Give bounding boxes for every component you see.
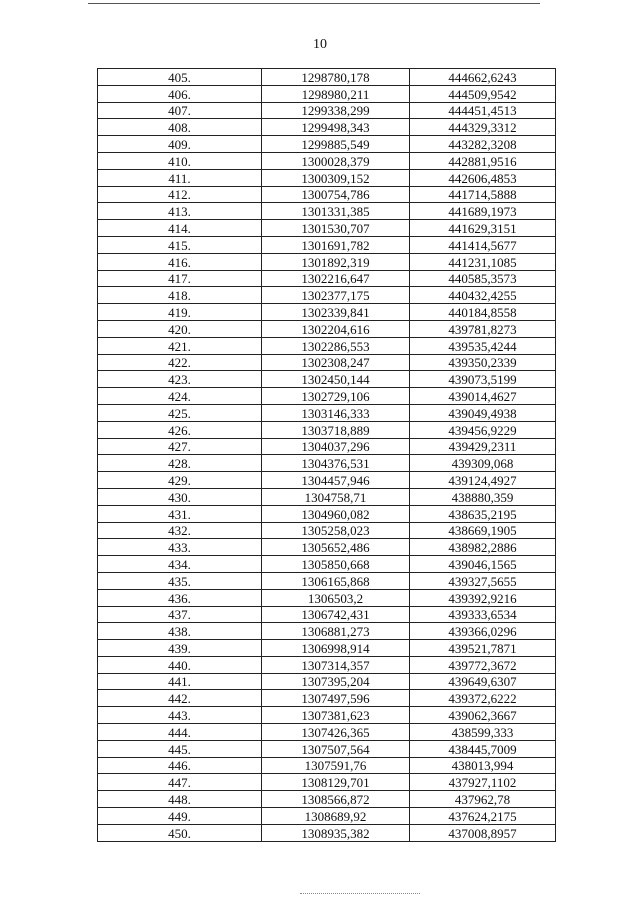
x-coordinate-cell: 1307395,204	[262, 673, 410, 690]
point-number-cell: 406.	[98, 85, 262, 102]
x-coordinate-cell: 1305850,668	[262, 556, 410, 573]
y-coordinate-cell: 441231,1085	[410, 253, 556, 270]
table-row	[98, 774, 556, 791]
table-row	[98, 707, 556, 724]
y-coordinate-cell: 437008,8957	[410, 824, 556, 841]
point-number-cell: 407.	[98, 102, 262, 119]
table-row	[98, 85, 556, 102]
point-number-cell: 418.	[98, 287, 262, 304]
point-number-cell: 434.	[98, 556, 262, 573]
y-coordinate-cell: 438982,2886	[410, 539, 556, 556]
y-coordinate-cell: 440585,3573	[410, 270, 556, 287]
y-coordinate-cell: 439124,4927	[410, 472, 556, 489]
point-number-cell: 435.	[98, 572, 262, 589]
point-number-cell: 415.	[98, 236, 262, 253]
table-row	[98, 824, 556, 841]
x-coordinate-cell: 1307426,365	[262, 724, 410, 741]
y-coordinate-cell: 438445,7009	[410, 740, 556, 757]
table-row	[98, 203, 556, 220]
point-number-cell: 428.	[98, 455, 262, 472]
y-coordinate-cell: 439649,6307	[410, 673, 556, 690]
table-row	[98, 724, 556, 741]
x-coordinate-cell: 1307497,596	[262, 690, 410, 707]
y-coordinate-cell: 441689,1973	[410, 203, 556, 220]
table-row	[98, 152, 556, 169]
x-coordinate-cell: 1303146,333	[262, 404, 410, 421]
point-number-cell: 450.	[98, 824, 262, 841]
x-coordinate-cell: 1304037,296	[262, 438, 410, 455]
x-coordinate-cell: 1298780,178	[262, 69, 410, 86]
table-row	[98, 740, 556, 757]
point-number-cell: 437.	[98, 606, 262, 623]
x-coordinate-cell: 1304376,531	[262, 455, 410, 472]
x-coordinate-cell: 1301530,707	[262, 220, 410, 237]
x-coordinate-cell: 1306165,868	[262, 572, 410, 589]
y-coordinate-cell: 439772,3672	[410, 656, 556, 673]
table-row	[98, 220, 556, 237]
table-row	[98, 690, 556, 707]
point-number-cell: 413.	[98, 203, 262, 220]
table-row	[98, 388, 556, 405]
table-row	[98, 589, 556, 606]
x-coordinate-cell: 1304960,082	[262, 505, 410, 522]
x-coordinate-cell: 1299498,343	[262, 119, 410, 136]
x-coordinate-cell: 1301331,385	[262, 203, 410, 220]
point-number-cell: 408.	[98, 119, 262, 136]
y-coordinate-cell: 438013,994	[410, 757, 556, 774]
point-number-cell: 424.	[98, 388, 262, 405]
point-number-cell: 426.	[98, 421, 262, 438]
x-coordinate-cell: 1302450,144	[262, 371, 410, 388]
y-coordinate-cell: 444509,9542	[410, 85, 556, 102]
table-row	[98, 119, 556, 136]
x-coordinate-cell: 1300754,786	[262, 186, 410, 203]
x-coordinate-cell: 1301691,782	[262, 236, 410, 253]
point-number-cell: 429.	[98, 472, 262, 489]
y-coordinate-cell: 442606,4853	[410, 169, 556, 186]
table-row	[98, 371, 556, 388]
point-number-cell: 445.	[98, 740, 262, 757]
y-coordinate-cell: 439366,0296	[410, 623, 556, 640]
y-coordinate-cell: 439309,068	[410, 455, 556, 472]
x-coordinate-cell: 1302204,616	[262, 320, 410, 337]
y-coordinate-cell: 439535,4244	[410, 337, 556, 354]
table-row	[98, 404, 556, 421]
table-row	[98, 640, 556, 657]
y-coordinate-cell: 438599,333	[410, 724, 556, 741]
y-coordinate-cell: 441629,3151	[410, 220, 556, 237]
y-coordinate-cell: 438669,1905	[410, 522, 556, 539]
x-coordinate-cell: 1308129,701	[262, 774, 410, 791]
point-number-cell: 416.	[98, 253, 262, 270]
x-coordinate-cell: 1299338,299	[262, 102, 410, 119]
point-number-cell: 409.	[98, 136, 262, 153]
point-number-cell: 441.	[98, 673, 262, 690]
x-coordinate-cell: 1302286,553	[262, 337, 410, 354]
y-coordinate-cell: 439781,8273	[410, 320, 556, 337]
point-number-cell: 432.	[98, 522, 262, 539]
table-row	[98, 556, 556, 573]
x-coordinate-cell: 1306503,2	[262, 589, 410, 606]
point-number-cell: 443.	[98, 707, 262, 724]
point-number-cell: 440.	[98, 656, 262, 673]
table-row	[98, 337, 556, 354]
point-number-cell: 448.	[98, 791, 262, 808]
x-coordinate-cell: 1298980,211	[262, 85, 410, 102]
y-coordinate-cell: 439521,7871	[410, 640, 556, 657]
y-coordinate-cell: 444329,3312	[410, 119, 556, 136]
y-coordinate-cell: 437927,1102	[410, 774, 556, 791]
table-row	[98, 572, 556, 589]
x-coordinate-cell: 1302729,106	[262, 388, 410, 405]
table-row	[98, 757, 556, 774]
x-coordinate-cell: 1304758,71	[262, 488, 410, 505]
table-row	[98, 606, 556, 623]
x-coordinate-cell: 1300028,379	[262, 152, 410, 169]
y-coordinate-cell: 440184,8558	[410, 304, 556, 321]
table-row	[98, 522, 556, 539]
x-coordinate-cell: 1308935,382	[262, 824, 410, 841]
point-number-cell: 419.	[98, 304, 262, 321]
coordinates-table-body	[98, 69, 556, 842]
y-coordinate-cell: 439049,4938	[410, 404, 556, 421]
point-number-cell: 414.	[98, 220, 262, 237]
table-row	[98, 287, 556, 304]
table-row	[98, 169, 556, 186]
x-coordinate-cell: 1302339,841	[262, 304, 410, 321]
table-row	[98, 673, 556, 690]
x-coordinate-cell: 1299885,549	[262, 136, 410, 153]
point-number-cell: 421.	[98, 337, 262, 354]
x-coordinate-cell: 1306881,273	[262, 623, 410, 640]
table-row	[98, 136, 556, 153]
table-row	[98, 656, 556, 673]
table-row	[98, 421, 556, 438]
top-border-line	[88, 3, 540, 4]
table-row	[98, 438, 556, 455]
y-coordinate-cell: 437624,2175	[410, 808, 556, 825]
table-row	[98, 270, 556, 287]
point-number-cell: 417.	[98, 270, 262, 287]
table-row	[98, 505, 556, 522]
y-coordinate-cell: 439062,3667	[410, 707, 556, 724]
y-coordinate-cell: 443282,3208	[410, 136, 556, 153]
x-coordinate-cell: 1307381,623	[262, 707, 410, 724]
x-coordinate-cell: 1303718,889	[262, 421, 410, 438]
y-coordinate-cell: 438880,359	[410, 488, 556, 505]
x-coordinate-cell: 1308689,92	[262, 808, 410, 825]
coordinates-table	[97, 68, 556, 842]
point-number-cell: 442.	[98, 690, 262, 707]
point-number-cell: 410.	[98, 152, 262, 169]
table-row	[98, 623, 556, 640]
y-coordinate-cell: 437962,78	[410, 791, 556, 808]
x-coordinate-cell: 1305258,023	[262, 522, 410, 539]
point-number-cell: 439.	[98, 640, 262, 657]
x-coordinate-cell: 1306742,431	[262, 606, 410, 623]
x-coordinate-cell: 1301892,319	[262, 253, 410, 270]
y-coordinate-cell: 441714,5888	[410, 186, 556, 203]
table-row	[98, 354, 556, 371]
y-coordinate-cell: 439372,6222	[410, 690, 556, 707]
x-coordinate-cell: 1306998,914	[262, 640, 410, 657]
point-number-cell: 447.	[98, 774, 262, 791]
y-coordinate-cell: 438635,2195	[410, 505, 556, 522]
y-coordinate-cell: 444451,4513	[410, 102, 556, 119]
x-coordinate-cell: 1308566,872	[262, 791, 410, 808]
point-number-cell: 422.	[98, 354, 262, 371]
y-coordinate-cell: 439456,9229	[410, 421, 556, 438]
point-number-cell: 436.	[98, 589, 262, 606]
table-row	[98, 808, 556, 825]
point-number-cell: 430.	[98, 488, 262, 505]
y-coordinate-cell: 439014,4627	[410, 388, 556, 405]
y-coordinate-cell: 439392,9216	[410, 589, 556, 606]
x-coordinate-cell: 1302308,247	[262, 354, 410, 371]
y-coordinate-cell: 439073,5199	[410, 371, 556, 388]
point-number-cell: 405.	[98, 69, 262, 86]
point-number-cell: 444.	[98, 724, 262, 741]
table-row	[98, 791, 556, 808]
point-number-cell: 446.	[98, 757, 262, 774]
x-coordinate-cell: 1304457,946	[262, 472, 410, 489]
x-coordinate-cell: 1307314,357	[262, 656, 410, 673]
table-row	[98, 304, 556, 321]
point-number-cell: 438.	[98, 623, 262, 640]
table-row	[98, 472, 556, 489]
y-coordinate-cell: 439429,2311	[410, 438, 556, 455]
bottom-dotted-line	[300, 893, 420, 894]
y-coordinate-cell: 439327,5655	[410, 572, 556, 589]
point-number-cell: 449.	[98, 808, 262, 825]
y-coordinate-cell: 439046,1565	[410, 556, 556, 573]
x-coordinate-cell: 1300309,152	[262, 169, 410, 186]
x-coordinate-cell: 1302377,175	[262, 287, 410, 304]
y-coordinate-cell: 442881,9516	[410, 152, 556, 169]
table-row	[98, 102, 556, 119]
y-coordinate-cell: 440432,4255	[410, 287, 556, 304]
table-row	[98, 69, 556, 86]
table-row	[98, 253, 556, 270]
table-row	[98, 539, 556, 556]
point-number-cell: 431.	[98, 505, 262, 522]
page-number: 10	[313, 37, 327, 52]
point-number-cell: 423.	[98, 371, 262, 388]
point-number-cell: 412.	[98, 186, 262, 203]
point-number-cell: 420.	[98, 320, 262, 337]
x-coordinate-cell: 1305652,486	[262, 539, 410, 556]
point-number-cell: 425.	[98, 404, 262, 421]
table-row	[98, 236, 556, 253]
table-row	[98, 488, 556, 505]
table-row	[98, 455, 556, 472]
y-coordinate-cell: 439350,2339	[410, 354, 556, 371]
point-number-cell: 427.	[98, 438, 262, 455]
point-number-cell: 433.	[98, 539, 262, 556]
table-row	[98, 186, 556, 203]
y-coordinate-cell: 441414,5677	[410, 236, 556, 253]
x-coordinate-cell: 1307507,564	[262, 740, 410, 757]
table-row	[98, 320, 556, 337]
y-coordinate-cell: 439333,6534	[410, 606, 556, 623]
point-number-cell: 411.	[98, 169, 262, 186]
x-coordinate-cell: 1302216,647	[262, 270, 410, 287]
y-coordinate-cell: 444662,6243	[410, 69, 556, 86]
x-coordinate-cell: 1307591,76	[262, 757, 410, 774]
